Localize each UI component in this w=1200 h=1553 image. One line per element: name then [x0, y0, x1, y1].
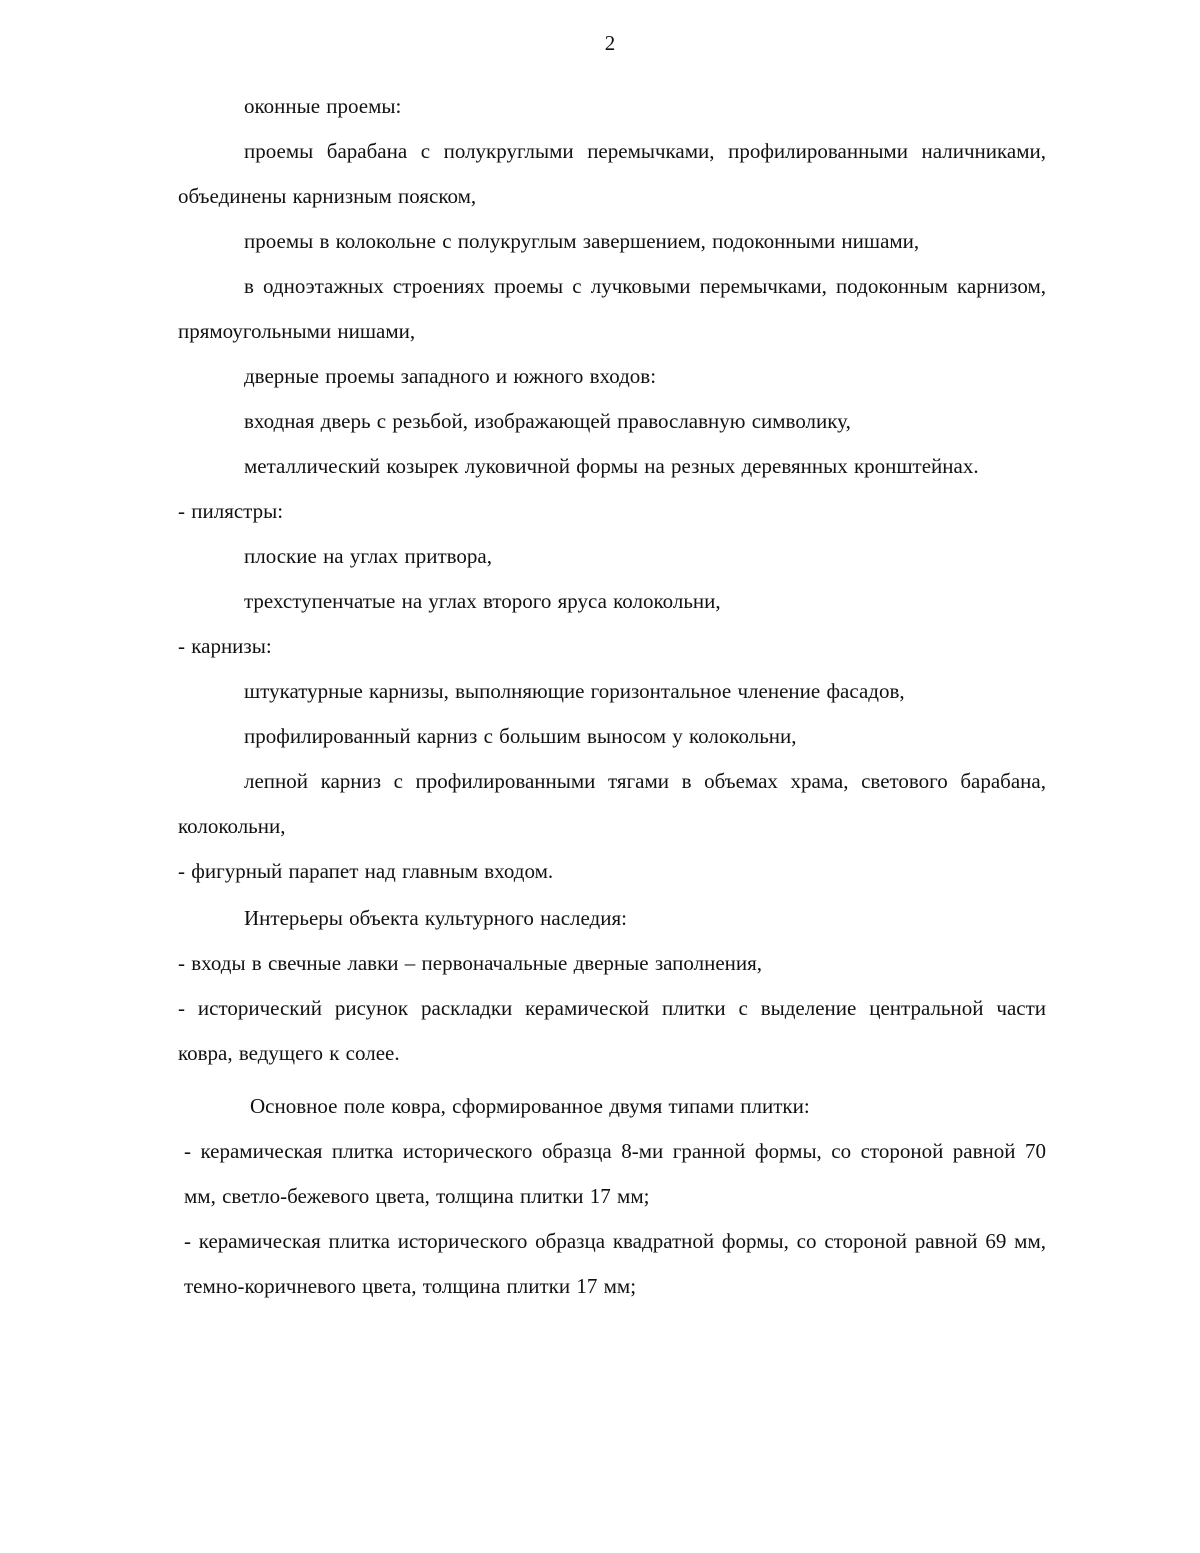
paragraph: проемы в колокольне с полукруглым завершением, подоконными нишами,	[244, 229, 920, 253]
paragraph: дверные проемы западного и южного входов:	[244, 364, 657, 388]
list-item: - фигурный парапет над главным входом.	[178, 859, 554, 883]
paragraph: профилированный карниз с большим выносом у колокольни,	[244, 724, 797, 748]
page-number: 2	[604, 31, 616, 55]
paragraph: входная дверь с резьбой, изображающей православную символику,	[244, 409, 851, 433]
paragraph: в одноэтажных строениях проемы с лучковыми перемычками, подоконным карнизом, прямоугольными нишами,	[178, 274, 1046, 343]
body-text	[178, 84, 1046, 1309]
paragraph: трехступенчатые на углах второго яруса колокольни,	[244, 589, 721, 613]
list-heading: - карнизы:	[178, 634, 272, 658]
list-item: - исторический рисунок раскладки керамической плитки с выделение центральной части ковра, ведущего к солее.	[178, 996, 1046, 1065]
list-item: - керамическая плитка исторического образца квадратной формы, со стороной равной 69 мм, темно-коричневого цвета, толщина плитки 17 мм;	[184, 1229, 1046, 1298]
paragraph: штукатурные карнизы, выполняющие горизонтальное членение фасадов,	[244, 679, 905, 703]
paragraph: металлический козырек луковичной формы на резных деревянных кронштейнах.	[244, 454, 979, 478]
paragraph: лепной карниз с профилированными тягами в объемах храма, светового барабана, колокольни,	[178, 769, 1046, 838]
paragraph: оконные проемы:	[244, 94, 402, 118]
section-heading: Интерьеры объекта культурного наследия:	[244, 906, 627, 930]
section-heading: Основное поле ковра, сформированное двумя типами плитки:	[250, 1094, 810, 1118]
list-item: - керамическая плитка исторического образца 8-ми гранной формы, со стороной равной 70 мм, светло-бежевого цвета, толщина плитки 17 мм;	[184, 1139, 1046, 1208]
paragraph: плоские на углах притвора,	[244, 544, 492, 568]
paragraph: проемы барабана с полукруглыми перемычками, профилированными наличниками, объединены карнизным пояском,	[178, 139, 1046, 208]
list-item: - входы в свечные лавки – первоначальные дверные заполнения,	[178, 951, 763, 975]
list-heading: - пилястры:	[178, 499, 284, 523]
